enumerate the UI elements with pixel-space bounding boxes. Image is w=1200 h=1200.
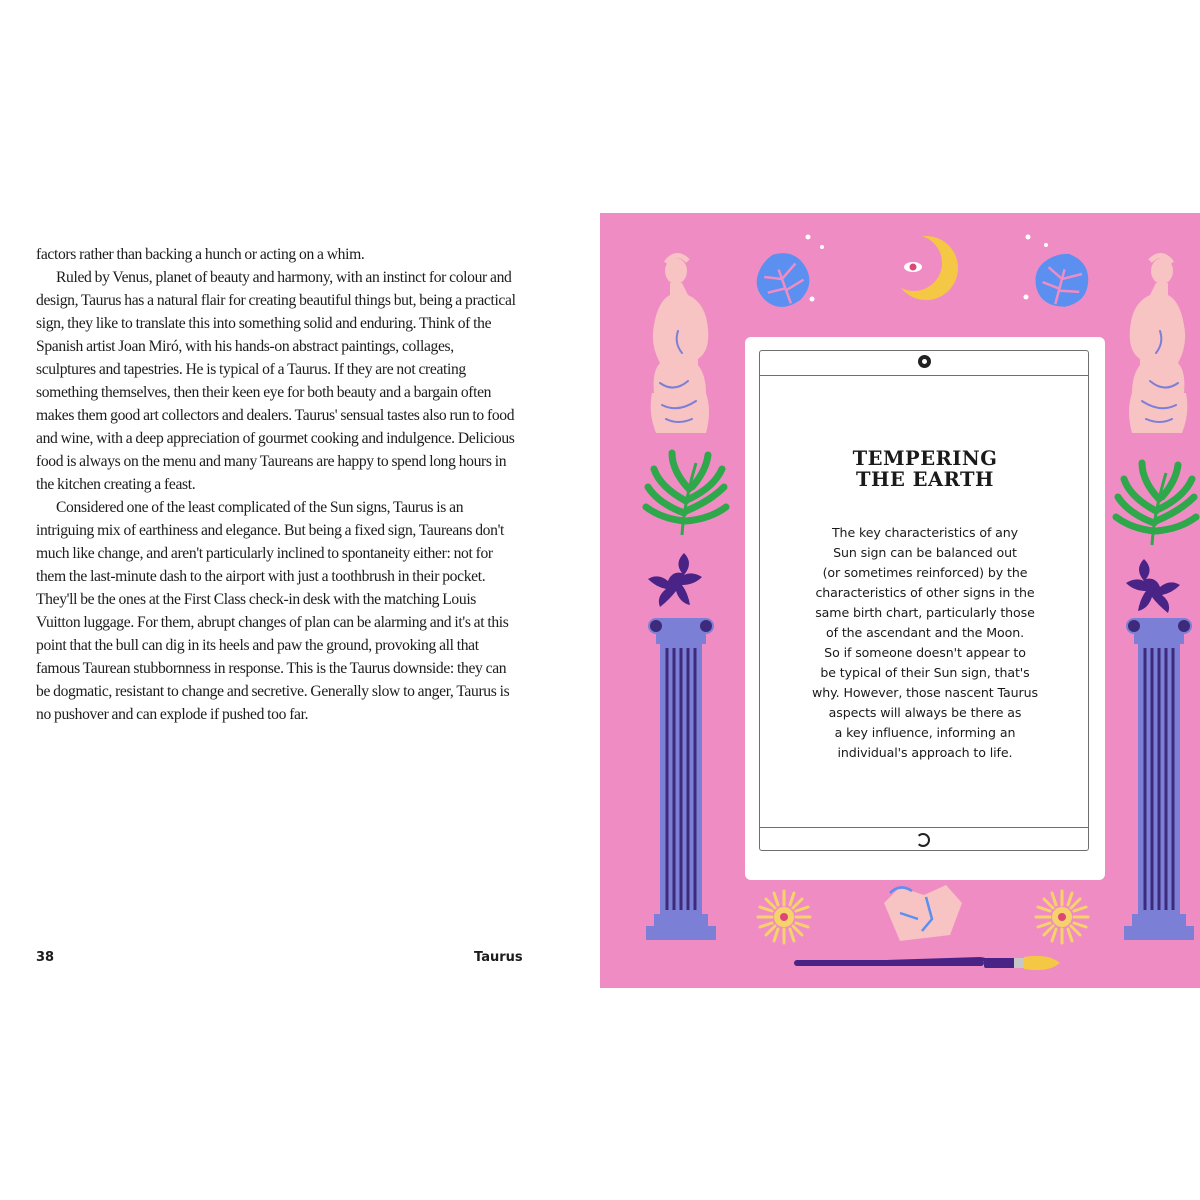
- page-number: 38: [36, 950, 55, 965]
- monstera-leaf-icon-right: [1030, 247, 1095, 312]
- paintbrush-icon: [794, 956, 1060, 970]
- dot-icon: [918, 355, 931, 368]
- monstera-leaf-icon-left: [749, 245, 817, 313]
- body-text: [36, 243, 516, 726]
- card-divider-top: [760, 375, 1088, 376]
- statue-icon-left: [651, 255, 709, 433]
- info-card: [745, 337, 1105, 880]
- column-icon-right: [1124, 618, 1194, 940]
- palm-leaf-icon-right: [1116, 463, 1196, 545]
- statue-icon-right: [1129, 255, 1187, 433]
- paragraph-continued: factors rather than backing a hunch or acting on a whim.: [36, 246, 365, 263]
- sun-icon-right: [1036, 891, 1088, 943]
- coral-icon-left: [648, 553, 702, 607]
- rock-icon: [884, 885, 962, 941]
- card-body: The key characteristics of any Sun sign can be balanced out (or sometimes reinforced) by the characteristics of other signs in the same birth chart, particularly those of the ascendant and the Moon. So if someone doesn't appear to be typical of their Sun sign, that's why. However, those nascent Taurus aspects will always be there as a key influence, informing an individual's approach to life.: [812, 525, 1038, 760]
- paragraph-sun-signs: Considered one of the least complicated of the Sun signs, Taurus is an intriguing mix of earthiness and elegance. But being a fixed sign, Taureans don't much like change, and aren't particularly inclined to spontaneity either: not for them the last-minute dash to the airport with just a toothbrush in their pocket. They'll be the ones at the First Class check-in desk with the matching Louis Vuitton luggage. For them, abrupt changes of plan can be alarming and it's at this point that the bull can dig in its heels and paw the ground, provoking all that famous Taurean stubbornness in response. This is the Taurus downside: they can be dogmatic, resistant to change and secretive. Generally slow to anger, Taurus is no pushover and can explode if pushed too far.: [36, 499, 510, 723]
- card-divider-bottom: [760, 827, 1088, 828]
- moon-icon: [916, 833, 930, 847]
- coral-icon-right: [1126, 559, 1180, 613]
- palm-leaf-icon-left: [646, 453, 726, 535]
- paragraph-venus: Ruled by Venus, planet of beauty and harmony, with an instinct for colour and design, Taurus has a natural flair for creating beautiful things but, being a practical sign, they like to translate this into something solid and enduring. Think of the Spanish artist Joan Miró, with his hands-on abstract paintings, collages, sculptures and tapestries. He is typical of a Taurus. If they are not creating something themselves, then their keen eye for both beauty and a bargain often makes them good art collectors and dealers. Taurus' sensual tastes also run to food and wine, with a deep appreciation of gourmet cooking and indulgence. Delicious food is always on the menu and many Taureans are happy to spend long hours in the kitchen creating a feast.: [36, 269, 516, 493]
- card-title: TEMPERING THE EARTH: [852, 447, 998, 491]
- sun-icon-left: [758, 891, 810, 943]
- crescent-moon-eye-icon: [886, 235, 958, 300]
- column-icon-left: [646, 618, 716, 940]
- card-frame: [759, 350, 1089, 851]
- right-page-illustration: [600, 213, 1200, 988]
- running-title: Taurus: [474, 950, 523, 965]
